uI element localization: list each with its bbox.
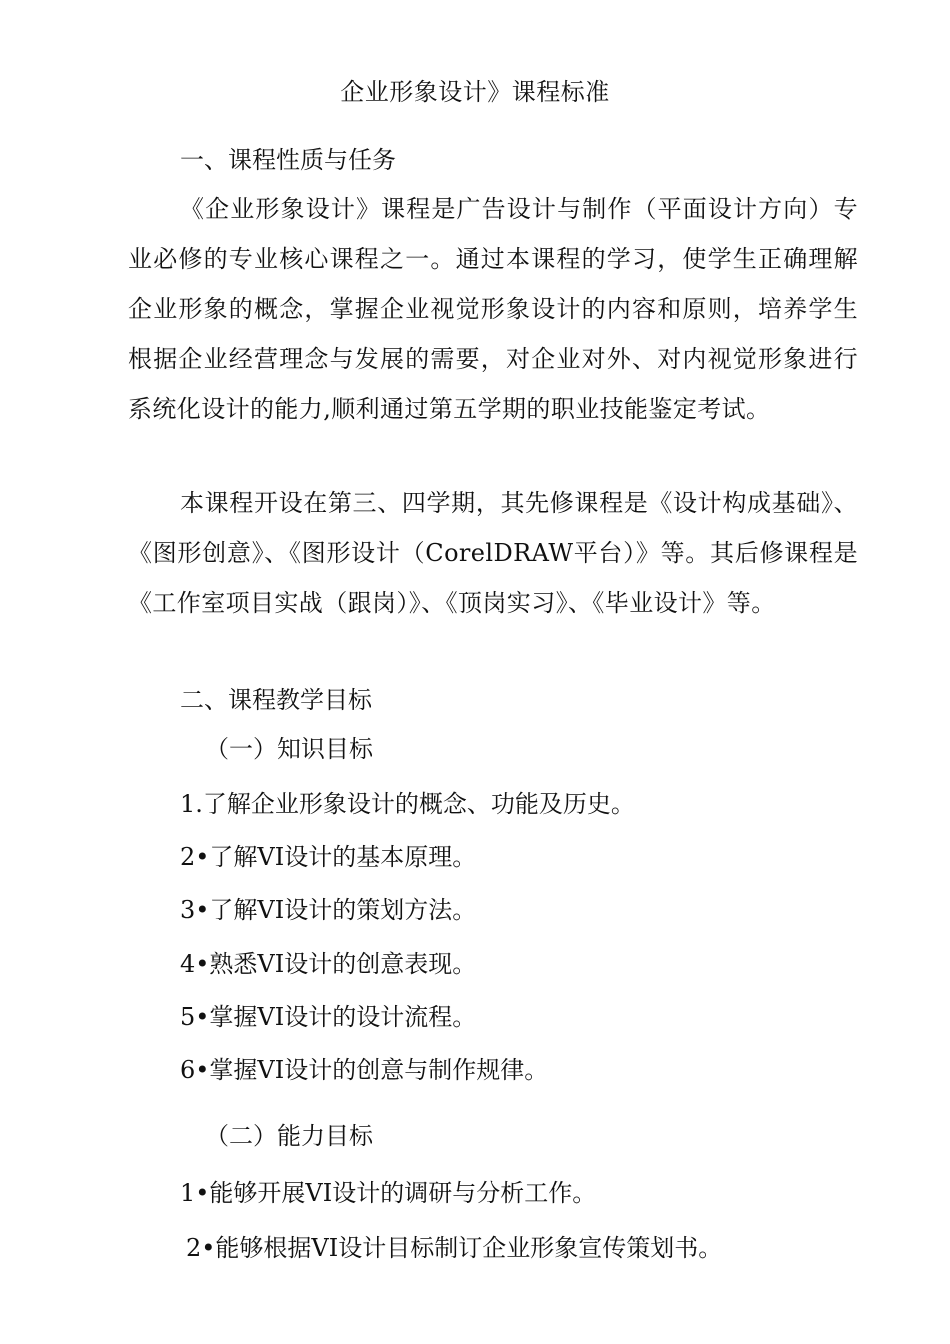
ability-item: 2•能够根据VI设计目标制订企业形象宣传策划书。 bbox=[186, 1234, 723, 1262]
section-heading-course-nature: 一、课程性质与任务 bbox=[180, 146, 396, 174]
paragraph-course-schedule: 本课程开设在第三、四学期，其先修课程是《设计构成基础》、《图形创意》、《图形设计（CorelDRAW平台）》等。其后修课程是《工作室项目实战（跟岗）》、《顶岗实习》、《毕业设计》等。 bbox=[128, 489, 858, 617]
knowledge-item: 1.了解企业形象设计的概念、功能及历史。 bbox=[180, 790, 635, 818]
subheading-ability-goals: （二）能力目标 bbox=[205, 1122, 373, 1150]
knowledge-item: 4•熟悉VI设计的创意表现。 bbox=[180, 950, 477, 978]
knowledge-item: 2•了解VI设计的基本原理。 bbox=[180, 843, 477, 871]
knowledge-item: 6•掌握VI设计的创意与制作规律。 bbox=[180, 1056, 549, 1084]
document-title: 企业形象设计》课程标准 bbox=[340, 78, 610, 106]
section-heading-teaching-goals: 二、课程教学目标 bbox=[180, 686, 372, 714]
knowledge-item: 5•掌握VI设计的设计流程。 bbox=[180, 1003, 477, 1031]
ability-item: 1•能够开展VI设计的调研与分析工作。 bbox=[180, 1179, 597, 1207]
knowledge-item: 3•了解VI设计的策划方法。 bbox=[180, 896, 477, 924]
paragraph-course-description: 《企业形象设计》课程是广告设计与制作（平面设计方向）专业必修的专业核心课程之一。通过本课程的学习，使学生正确理解企业形象的概念，掌握企业视觉形象设计的内容和原则，培养学生根据企业经营理念与发展的需要，对企业对外、对内视觉形象进行系统化设计的能力,顺利通过第五学期的职业技能鉴定考试。 bbox=[128, 195, 858, 423]
subheading-knowledge-goals: （一）知识目标 bbox=[205, 735, 373, 763]
